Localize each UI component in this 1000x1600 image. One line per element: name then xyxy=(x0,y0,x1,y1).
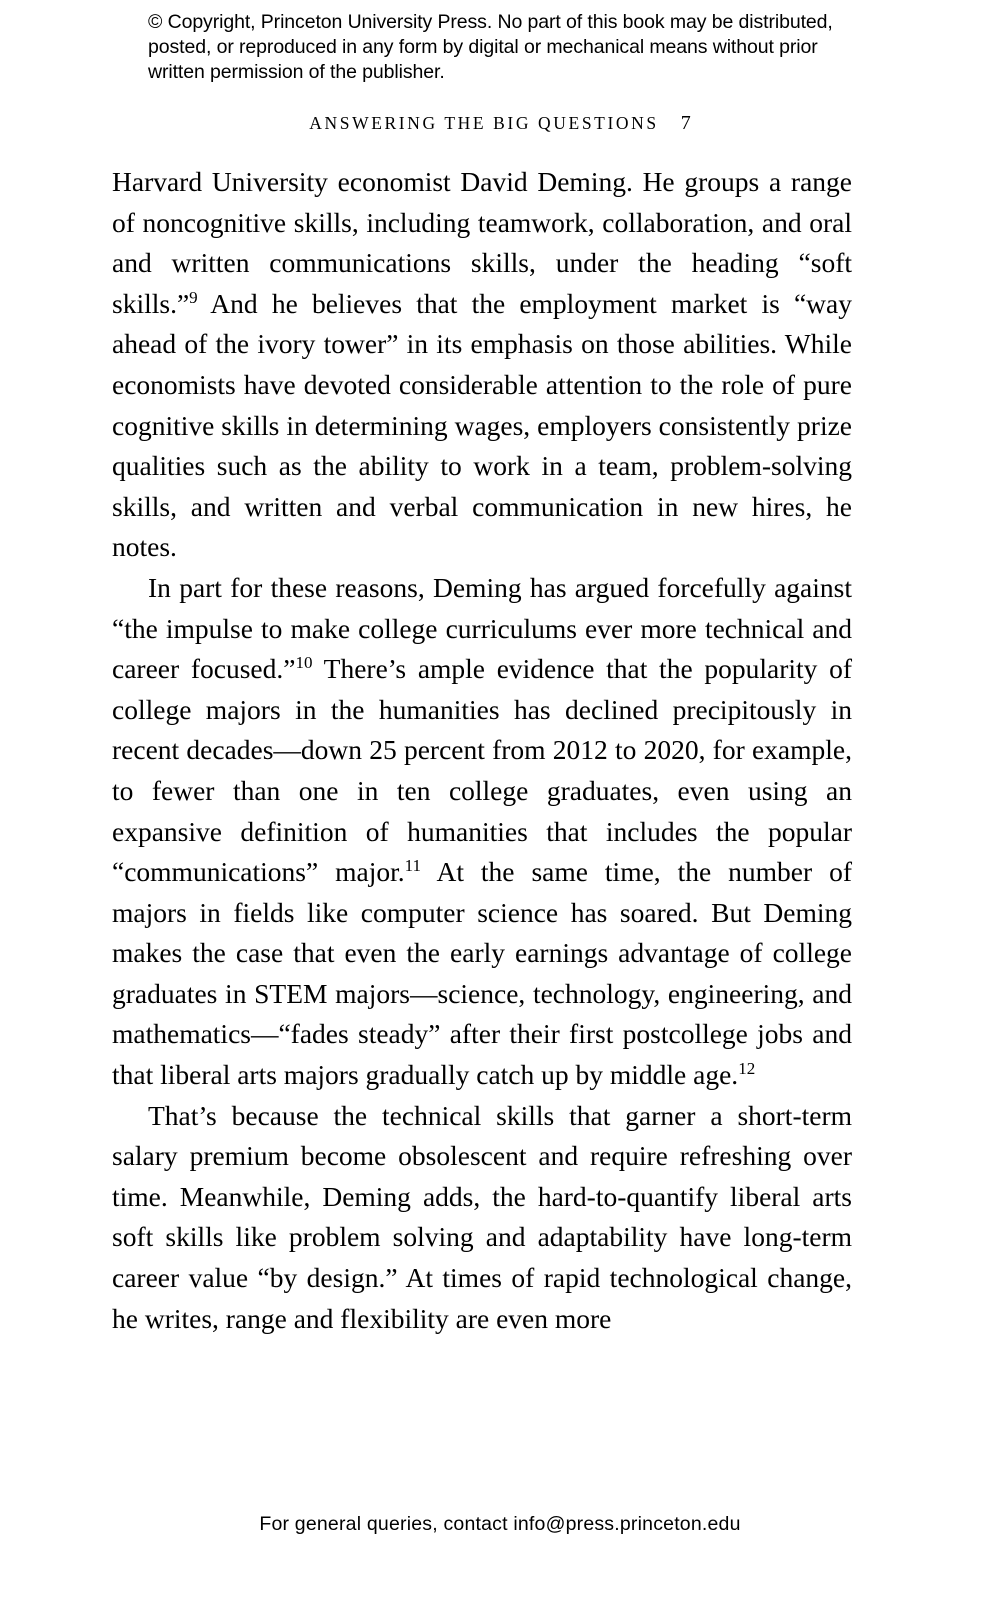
body-text xyxy=(112,162,852,1339)
footnote-marker: 12 xyxy=(738,1058,756,1078)
footnote-marker: 10 xyxy=(295,652,313,672)
running-head xyxy=(0,112,1000,135)
page-number: 7 xyxy=(680,112,691,134)
footnote-marker: 11 xyxy=(404,855,422,875)
paragraph: Harvard University economist David Deming. He groups a range of noncognitive skills, including teamwork, collaboration, and oral and written communications skills, under the heading “soft skills.”$^9$ And he believes that the employment market is “way ahead of the ivory tower” in its emphasis on those abilities. While economists have devoted considerable attention to the role of pure cognitive skills in determining wages, employers consistently prize qualities such as the ability to work in a team, problem-solving skills, and written and verbal communication in new hires, he notes. xyxy=(112,166,852,563)
copyright-notice: © Copyright, Princeton University Press. No part of this book may be distributed, posted, or reproduced in any form by digital or mechanical means without prior written permission of the publisher. xyxy=(148,11,833,83)
footer-queries-line: For general queries, contact info@press.princeton.edu xyxy=(259,1513,741,1535)
paragraph: In part for these reasons, Deming has argued forcefully against “the impulse to make college curriculums ever more technical and career focused.”$^{10}$ There’s ample evidence that the popularity of college majors in the humanities has declined precipitously in recent decades—down 25 percent from 2012 to 2020, for example, to fewer than one in ten college graduates, even using an expansive definition of humanities that includes the popular “communications” major.$^{11}$ At the same time, the number of majors in fields like computer science has soared. But Deming makes the case that even the early earnings advantage of college graduates in STEM majors—science, technology, engineering, and mathematics—“fades steady” after their first postcollege jobs and that liberal arts majors gradually catch up by middle age.$^{12}$ xyxy=(112,571,853,1091)
footnote-marker: 9 xyxy=(189,287,198,307)
running-head-title: ANSWERING THE BIG QUESTIONS xyxy=(309,113,659,133)
paragraph: That’s because the technical skills that garner a short-term salary premium become obsolescent and require refreshing over time. Meanwhile, Deming adds, the hard-to-quantify liberal arts soft skills like problem solving and adaptability have long-term career value “by design.” At times of rapid technological change, he writes, range and flexibility are even more xyxy=(112,1099,852,1334)
